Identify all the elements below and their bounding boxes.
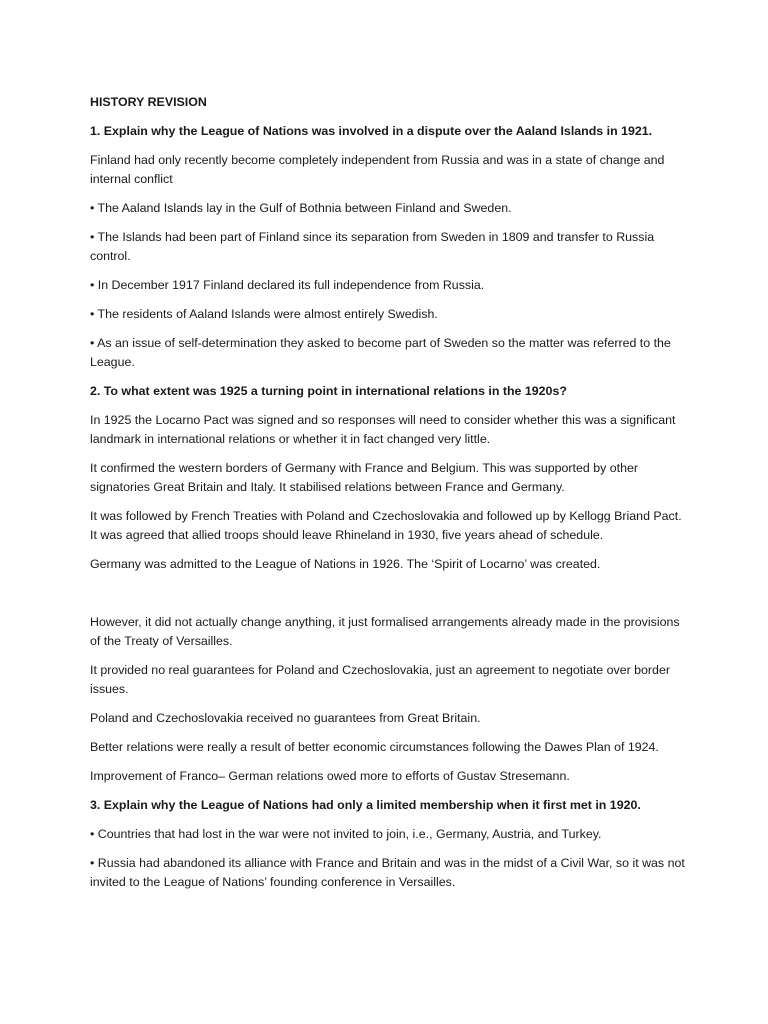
q2-paragraph: However, it did not actually change anything, it just formalised arrangements already made in the provisions of the Treaty of Versailles. [90,615,680,648]
q1-bullet: • The residents of Aaland Islands were almost entirely Swedish. [90,307,438,321]
q2-paragraph: Better relations were really a result of better economic circumstances following the Dawes Plan of 1924. [90,740,659,754]
q3-bullet: • Countries that had lost in the war were not invited to join, i.e., Germany, Austria, and Turkey. [90,827,602,841]
q1-bullet: • The Islands had been part of Finland since its separation from Sweden in 1809 and transfer to Russia control. [90,230,655,263]
question-2: 2. To what extent was 1925 a turning point in international relations in the 1920s? [90,384,567,398]
document-page [90,93,686,902]
document-title: HISTORY REVISION [90,95,207,109]
q1-bullet: • In December 1917 Finland declared its full independence from Russia. [90,278,485,292]
q2-paragraph: Germany was admitted to the League of Nations in 1926. The ‘Spirit of Locarno’ was created. [90,557,601,571]
q1-bullet: • As an issue of self-determination they asked to become part of Sweden so the matter was referred to the League. [90,336,671,369]
q2-paragraph: In 1925 the Locarno Pact was signed and so responses will need to consider whether this was a significant landmark in international relations or whether it in fact changed very little. [90,413,676,446]
blank-line [90,584,686,613]
q2-paragraph: Improvement of Franco– German relations owed more to efforts of Gustav Stresemann. [90,769,570,783]
q2-paragraph: It provided no real guarantees for Poland and Czechoslovakia, just an agreement to negotiate over border issues. [90,663,670,696]
question-1: 1. Explain why the League of Nations was involved in a dispute over the Aaland Islands in 1921. [90,124,653,138]
q2-paragraph: Poland and Czechoslovakia received no guarantees from Great Britain. [90,711,481,725]
q2-paragraph: It confirmed the western borders of Germany with France and Belgium. This was supported by other signatories Great Britain and Italy. It stabilised relations between France and Germany. [90,461,638,494]
q2-paragraph: It was followed by French Treaties with Poland and Czechoslovakia and followed up by Kellogg Briand Pact. It was agreed that allied troops should leave Rhineland in 1930, five years ahead of schedule. [90,509,682,542]
question-3: 3. Explain why the League of Nations had only a limited membership when it first met in 1920. [90,798,641,812]
q3-bullet: • Russia had abandoned its alliance with France and Britain and was in the midst of a Civil War, so it was not invited to the League of Nations’ founding conference in Versailles. [90,856,685,889]
q1-paragraph: Finland had only recently become completely independent from Russia and was in a state of change and internal conflict [90,153,665,186]
q1-bullet: • The Aaland Islands lay in the Gulf of Bothnia between Finland and Sweden. [90,201,512,215]
